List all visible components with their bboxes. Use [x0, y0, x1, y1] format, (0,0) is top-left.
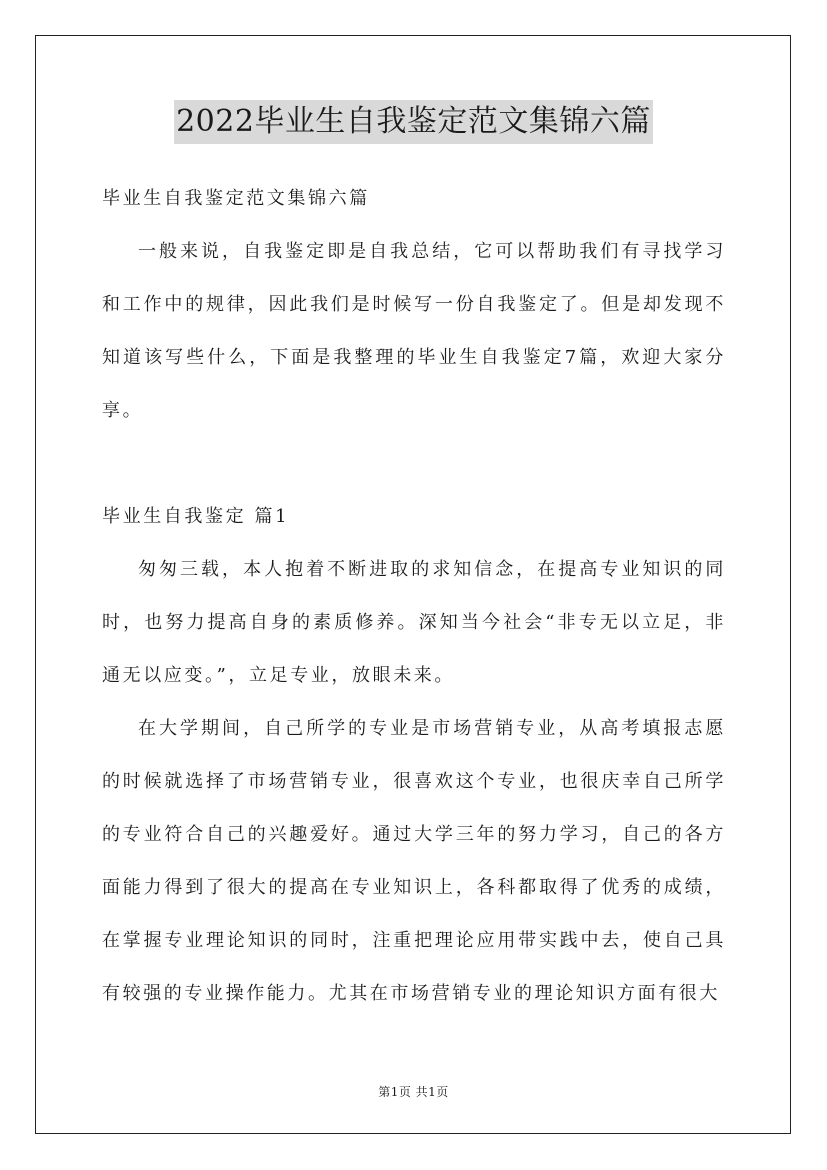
intro-paragraph: 一般来说，自我鉴定即是自我总结，它可以帮助我们有寻找学习和工作中的规律，因此我们是时候写一份自我鉴定了。但是却发现不知道该写些什么，下面是我整理的毕业生自我鉴定7篇，欢迎大家分享。 — [102, 241, 726, 421]
body-paragraph: 匆匆三载，本人抱着不断进取的求知信念，在提高专业知识的同时，也努力提高自身的素质修养。深知当今社会“非专无以立足，非通无以应变。”，立足专业，放眼未来。 — [102, 559, 726, 686]
document-title-text: 2022毕业生自我鉴定范文集锦六篇 — [174, 100, 653, 144]
body-paragraph: 在大学期间，自己所学的专业是市场营销专业，从高考填报志愿的时候就选择了市场营销专业，很喜欢这个专业，也很庆幸自己所学的专业符合自己的兴趣爱好。通过大学三年的努力学习，自己的各方面能力得到了很大的提高在专业知识上，各科都取得了优秀的成绩，在掌握专业理论知识的同时，注重把理论应用带实践中去，使自己具有较强的专业操作能力。尤其在市场营销专业的理论知识方面有很大 — [102, 718, 726, 1004]
page-footer: 第1页 共1页 — [378, 1085, 449, 1099]
document-body — [102, 172, 726, 1020]
document-title — [0, 100, 827, 144]
section-spacer — [102, 437, 726, 490]
section-heading-1: 毕业生自我鉴定 篇1 — [102, 506, 290, 527]
body-subtitle: 毕业生自我鉴定范文集锦六篇 — [102, 188, 370, 209]
